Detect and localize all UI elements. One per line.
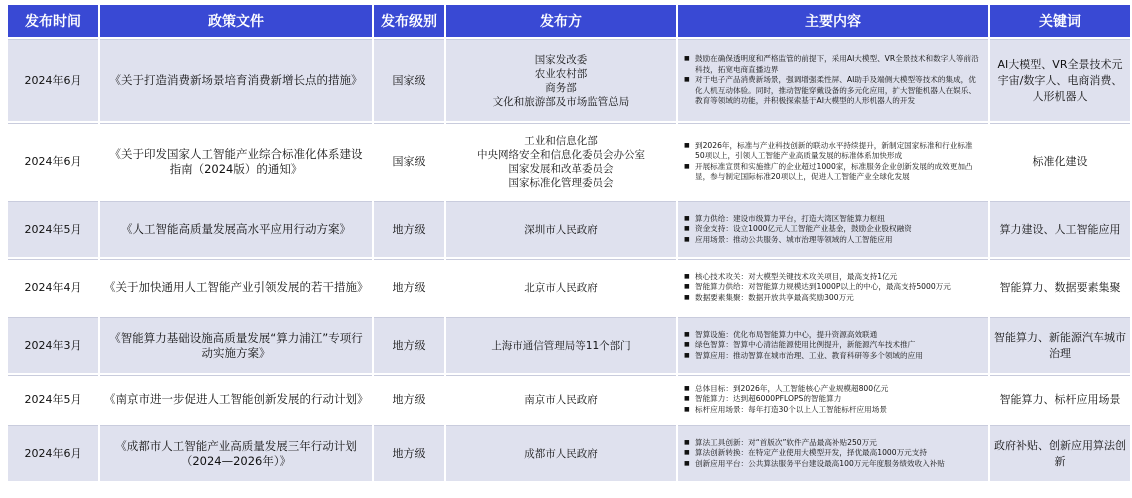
header-keywords: 关键词 (990, 5, 1130, 37)
level-cell: 国家级 (374, 39, 444, 121)
issuer-cell (446, 123, 676, 199)
header-level: 发布级别 (374, 5, 444, 37)
content-bullet: ■ 总体目标：到2026年，人工智能核心产业规模超800亿元 (684, 384, 982, 395)
header-issuer: 发布方 (446, 5, 676, 37)
content-cell (678, 123, 988, 199)
date-cell: 2024年5月 (8, 201, 98, 257)
issuer-line: 上海市通信管理局等11个部门 (491, 339, 631, 352)
issuer-line: 北京市人民政府 (524, 281, 598, 294)
keywords-cell: 智能算力、标杆应用场景 (990, 375, 1130, 423)
keywords-cell: 标准化建设 (990, 123, 1130, 199)
issuer-cell (446, 375, 676, 423)
issuer-line: 南京市人民政府 (524, 393, 598, 406)
content-bullet: ■ 绿色智算：智算中心清洁能源使用比例提升，新能源汽车技术推广 (684, 340, 982, 351)
policy-cell: 《智能算力基础设施高质量发展“算力浦江”专项行动实施方案》 (100, 317, 372, 373)
content-bullet: ■ 智算应用：推动智算在城市治理、工业、教育科研等多个领域的应用 (684, 351, 982, 362)
policy-cell: 《关于打造消费新场景培育消费新增长点的措施》 (100, 39, 372, 121)
table-row (8, 375, 1130, 423)
keywords-cell: 政府补贴、创新应用算法创新 (990, 425, 1130, 481)
policy-cell: 《人工智能高质量发展高水平应用行动方案》 (100, 201, 372, 257)
policy-cell: 《关于印发国家人工智能产业综合标准化体系建设指南（2024版）的通知》 (100, 123, 372, 199)
issuer-line: 深圳市人民政府 (524, 223, 598, 236)
date-cell: 2024年3月 (8, 317, 98, 373)
issuer-cell (446, 259, 676, 315)
issuer-cell (446, 39, 676, 121)
content-bullet: ■ 到2026年，标准与产业科技创新的联动水平持续提升，新制定国家标准和行业标准50项以上，引领人工智能产业高质量发展的标准体系加快形成 (684, 141, 982, 162)
issuer-cell (446, 317, 676, 373)
table-row (8, 123, 1130, 199)
content-bullet: ■ 核心技术攻关：对大模型关键技术攻关项目，最高支持1亿元 (684, 272, 982, 283)
content-bullet: ■ 数据要素集聚：数据开放共享最高奖励300万元 (684, 293, 982, 304)
keywords-cell: AI大模型、VR全景技术元宇宙/数字人、电商消费、人形机器人 (990, 39, 1130, 121)
table-header-row (8, 5, 1130, 37)
table-row (8, 39, 1130, 121)
content-bullet: ■ 资金支持：设立1000亿元人工智能产业基金，鼓励企业股权融资 (684, 224, 982, 235)
content-bullet: ■ 标杆应用场景：每年打造30个以上人工智能标杆应用场景 (684, 405, 982, 416)
content-bullet: ■ 算法工具创新：对“首版次”软件产品最高补贴250万元 (684, 438, 982, 449)
content-bullet: ■ 创新应用平台：公共算法服务平台建设最高100万元年度服务绩效收入补贴 (684, 459, 982, 470)
policy-table (6, 3, 1132, 483)
content-cell (678, 201, 988, 257)
issuer-line: 国家发改委 (534, 53, 588, 66)
issuer-cell (446, 201, 676, 257)
issuer-cell (446, 425, 676, 481)
issuer-line: 国家发展和改革委员会 (508, 162, 614, 175)
header-content: 主要内容 (678, 5, 988, 37)
content-bullet: ■ 智能算力：达到超6000PFLOPS的智能算力 (684, 394, 982, 405)
content-bullet: ■ 算法创新转换：在特定产业使用大模型开发，择优最高1000万元支持 (684, 448, 982, 459)
date-cell: 2024年6月 (8, 123, 98, 199)
policy-cell: 《成都市人工智能产业高质量发展三年行动计划（2024—2026年）》 (100, 425, 372, 481)
keywords-cell: 智能算力、数据要素集聚 (990, 259, 1130, 315)
date-cell: 2024年6月 (8, 39, 98, 121)
level-cell: 地方级 (374, 375, 444, 423)
content-bullet: ■ 应用场景：推动公共服务、城市治理等领域的人工智能应用 (684, 235, 982, 246)
level-cell: 地方级 (374, 259, 444, 315)
issuer-line: 中央网络安全和信息化委员会办公室 (477, 148, 645, 161)
content-bullet: ■ 算力供给：建设市级算力平台，打造大湾区智能算力枢纽 (684, 214, 982, 225)
level-cell: 国家级 (374, 123, 444, 199)
issuer-line: 农业农村部 (534, 67, 588, 80)
content-bullet: ■ 对于电子产品消费新场景，强调增强柔性屏、AI助手及端侧大模型等技术的集成，优化人机互动体验。同时，推动智能穿戴设备的多元化应用，扩大智能机器人在娱乐、教育等领域的功能，并积极探索基于AI大模型的人形机器人的开发 (684, 75, 982, 107)
table-row (8, 425, 1130, 481)
date-cell: 2024年4月 (8, 259, 98, 315)
content-bullet: ■ 智算设施：优化布局智能算力中心，提升资源高效联通 (684, 330, 982, 341)
level-cell: 地方级 (374, 425, 444, 481)
content-cell (678, 39, 988, 121)
keywords-cell: 算力建设、人工智能应用 (990, 201, 1130, 257)
content-bullet: ■ 智能算力供给：对智能算力规模达到1000P以上的中心，最高支持5000万元 (684, 282, 982, 293)
policy-cell: 《关于加快通用人工智能产业引领发展的若干措施》 (100, 259, 372, 315)
issuer-line: 文化和旅游部及市场监管总局 (492, 95, 630, 108)
content-bullet: ■ 开展标准宣贯和实施推广的企业超过1000家，标准服务企业创新发展的成效更加凸显，参与制定国际标准20项以上，促进人工智能产业全球化发展 (684, 162, 982, 183)
issuer-line: 商务部 (545, 81, 577, 94)
content-cell (678, 425, 988, 481)
issuer-line: 工业和信息化部 (524, 134, 598, 147)
table-row (8, 201, 1130, 257)
content-cell (678, 259, 988, 315)
header-date: 发布时间 (8, 5, 98, 37)
content-cell (678, 317, 988, 373)
table-row (8, 317, 1130, 373)
keywords-cell: 智能算力、新能源汽车城市治理 (990, 317, 1130, 373)
level-cell: 地方级 (374, 317, 444, 373)
policy-cell: 《南京市进一步促进人工智能创新发展的行动计划》 (100, 375, 372, 423)
header-policy: 政策文件 (100, 5, 372, 37)
table-row (8, 259, 1130, 315)
date-cell: 2024年6月 (8, 425, 98, 481)
issuer-line: 成都市人民政府 (524, 447, 598, 460)
level-cell: 地方级 (374, 201, 444, 257)
content-bullet: ■ 鼓励在确保透明度和严格监管的前提下，采用AI大模型、VR全景技术和数字人等前沿科技，拓宽电商直播边界 (684, 54, 982, 75)
content-cell (678, 375, 988, 423)
date-cell: 2024年5月 (8, 375, 98, 423)
issuer-line: 国家标准化管理委员会 (508, 176, 614, 189)
